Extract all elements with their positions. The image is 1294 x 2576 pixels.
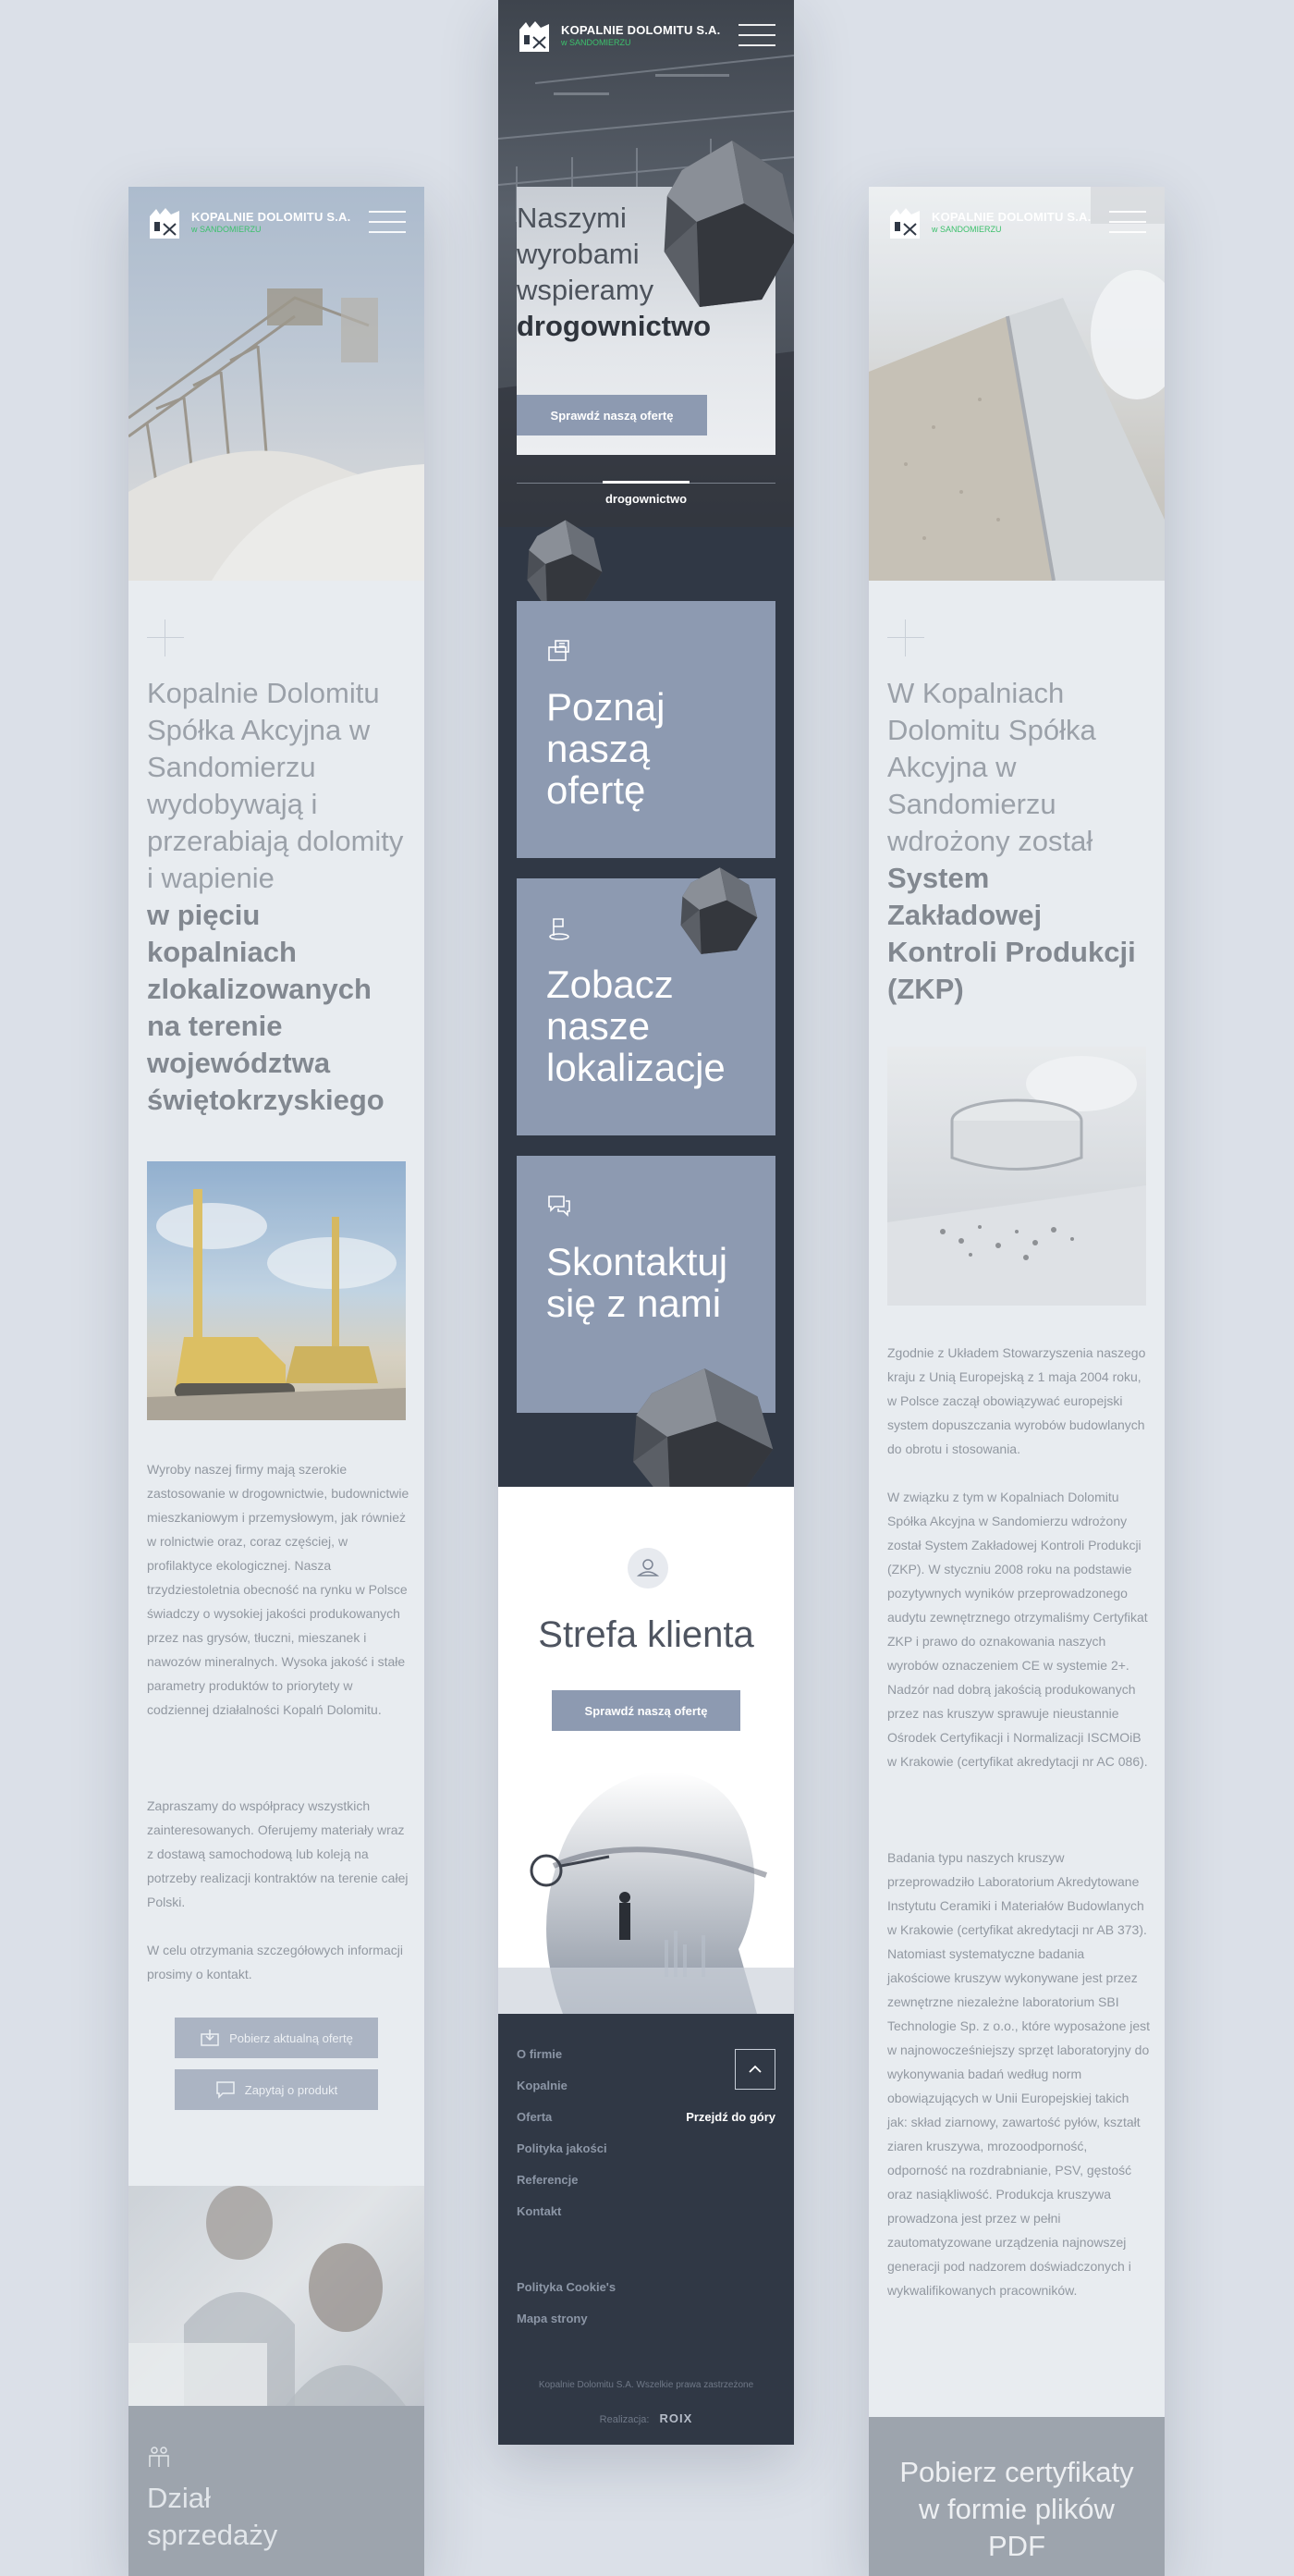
header: [869, 187, 1165, 261]
office-photo: [128, 2186, 424, 2406]
location-icon: [546, 915, 572, 941]
client-zone: [498, 1487, 794, 2014]
footer: [498, 2014, 794, 2445]
footer-link-cookies[interactable]: Polityka Cookie's: [517, 2280, 616, 2294]
chevron-up-icon: [736, 2050, 775, 2089]
right-screen: [869, 187, 1165, 2576]
menu-icon[interactable]: [739, 24, 775, 48]
intro-plain: W Kopalniach Dolomitu Spółka Akcyjna w Sandomierzu wdrożony został: [887, 677, 1096, 857]
client-illustration: [498, 1755, 794, 2014]
intro-heading: [887, 675, 1151, 1008]
footer-link-referencje[interactable]: Referencje: [517, 2173, 579, 2187]
download-icon: [200, 2029, 220, 2047]
footer-link-oferta[interactable]: Oferta: [517, 2110, 553, 2124]
offer-icon: [546, 638, 572, 664]
credit-brand[interactable]: ROIX: [659, 2411, 693, 2425]
sales-section: [128, 2406, 424, 2576]
slider-active-bar[interactable]: [603, 481, 690, 484]
logo-subtext: w SANDOMIERZU: [932, 225, 1002, 234]
footer-link-polityka-jakosci[interactable]: Polityka jakości: [517, 2141, 607, 2155]
plus-icon: [147, 619, 184, 656]
menu-icon[interactable]: [369, 211, 406, 235]
rock-image: [522, 514, 605, 614]
logo-text: KOPALNIE DOLOMITU S.A.: [191, 210, 351, 224]
offer-card-title: Poznaj naszą ofertę: [546, 685, 665, 812]
logo-icon[interactable]: [147, 205, 182, 240]
user-icon: [628, 1548, 668, 1589]
footer-link-sitemap[interactable]: Mapa strony: [517, 2312, 588, 2325]
intro-bold: w pięciu kopalniach zlokalizowanych na terenie województwa świętokrzyskiego: [147, 899, 385, 1116]
paragraph-2: W związku z tym w Kopalniach Dolomitu Spółka Akcyjna w Sandomierzu wdrożony został System Zakładowej Kontroli Produkcji (ZKP). W styczniu 2008 roku na podstawie pozytywnych wyników przeprowadzonego audytu zewnętrznego otrzymaliśmy Certyfikat ZKP i prawo do oznakowania naszych wyrobów oznaczeniem CE w systemie 2+. Nadzór nad dobrą jakością produkowanych przez nas kruszyw sprawuje nieustannie Ośrodek Certyfikacji i Normalizacji ISCMOiB w Krakowie (certyfikat akredytacji nr AC 086).: [887, 1490, 1148, 1769]
footer-link-kopalnie[interactable]: Kopalnie: [517, 2079, 568, 2092]
paragraph-3: Badania typu naszych kruszyw przeprowadziło Laboratorium Akredytowane Instytutu Ceramiki i Materiałów Budowlanych w Krakowie (certyfikat akredytacji nr AB 373). Natomiast systematyczne badania jakościowe kruszyw wykonywane jest przez zewnętrzne niezależne laboratorium SBI Technologie Sp. z o.o., które wyposażone jest w najnowocześniejszy sprzęt laboratoryjny do wykonywania badań według norm obowiązujących w Unii Europejskiej takich jak: skład ziarnowy, zawartość pyłów, kształt ziaren kruszywa, mrozoodporność, odporność na rozdrabnianie, PSV, gęstość oraz nasiąkliwość. Produkcja kruszywa prowadzona jest przez w pełni zautomatyzowane urządzenia najnowszej generacji pod nadzorem doświadczonych i wykwalifikowanych pracowników.: [887, 1850, 1151, 2298]
logo-icon[interactable]: [517, 18, 552, 54]
download-offer-label: Pobierz aktualną ofertę: [229, 2030, 353, 2045]
logo-subtext: w SANDOMIERZU: [191, 225, 262, 234]
intro-bold: System Zakładowej Kontroli Produkcji (ZKP): [887, 862, 1136, 1005]
copyright: Kopalnie Dolomitu S.A. Wszelkie prawa zastrzeżone: [538, 2380, 754, 2390]
footer-nav: [517, 2047, 607, 2236]
locations-card-title: Zobacz nasze lokalizacje: [546, 963, 726, 1089]
header: [498, 0, 794, 74]
slider-tab-active[interactable]: drogownictwo: [604, 492, 688, 506]
certificates-title: Pobierz certyfikaty w formie plików PDF: [899, 2456, 1134, 2562]
plus-icon: [887, 619, 924, 656]
left-screen: [128, 187, 424, 2576]
header: [128, 187, 424, 261]
paragraph-1: Zgodnie z Układem Stowarzyszenia naszego kraju z Unią Europejską z 1 maja 2004 roku, w Polsce zaczął obowiązywać europejski system dopuszczania wyrobów budowlanych do obrotu i stosowania.: [887, 1345, 1146, 1456]
sales-title: Dział sprzedaży: [147, 2482, 278, 2551]
hero-section: [498, 0, 794, 527]
footer-link-o-firmie[interactable]: O firmie: [517, 2047, 563, 2061]
intro-heading: [147, 675, 410, 1119]
sieve-photo: [887, 1047, 1146, 1306]
scroll-top-button[interactable]: [735, 2049, 775, 2090]
paragraph-2: Zapraszamy do współpracy wszystkich zainteresowanych. Oferujemy materiały wraz z dostawą samochodową lub koleją na potrzeby realizacji kontraktów na terenie całej Polski.: [147, 1798, 409, 1909]
paragraph-3: W celu otrzymania szczegółowych informacji prosimy o kontakt.: [147, 1943, 403, 1981]
scroll-top-label[interactable]: Przejdź do góry: [686, 2110, 775, 2124]
logo-subtext: w SANDOMIERZU: [561, 38, 631, 47]
chat-icon: [546, 1193, 572, 1219]
ask-product-button[interactable]: [175, 2069, 378, 2110]
contact-card-title: Skontaktuj się z nami: [546, 1240, 728, 1325]
client-zone-title: Strefa klienta: [538, 1614, 754, 1655]
certificates-section[interactable]: [869, 2417, 1165, 2576]
credit-label: Realizacja:: [599, 2414, 650, 2425]
intro-plain: Kopalnie Dolomitu Spółka Akcyjna w Sandomierzu wydobywają i przerabiają dolomity i wapienie: [147, 677, 404, 894]
credits: [498, 2411, 794, 2425]
logo-text: KOPALNIE DOLOMITU S.A.: [561, 23, 721, 37]
offer-card[interactable]: [517, 601, 775, 858]
hero-heading-plain: Naszymi wyrobami wspieramy: [517, 202, 654, 306]
people-icon: [147, 2445, 171, 2469]
download-offer-button[interactable]: [175, 2018, 378, 2058]
rock-image: [676, 862, 761, 958]
client-zone-button[interactable]: Sprawdź naszą ofertę: [552, 1690, 740, 1731]
hero-heading: [517, 200, 757, 344]
hero-cta-button[interactable]: Sprawdź naszą ofertę: [517, 395, 707, 435]
ask-product-label: Zapytaj o produkt: [244, 2082, 338, 2097]
menu-icon[interactable]: [1109, 211, 1146, 235]
footer-nav-secondary: [517, 2280, 616, 2343]
logo-text: KOPALNIE DOLOMITU S.A.: [932, 210, 1092, 224]
chat-icon: [215, 2080, 236, 2099]
middle-screen: [498, 0, 794, 2445]
drill-photo: [147, 1161, 406, 1420]
footer-link-kontakt[interactable]: Kontakt: [517, 2204, 562, 2218]
paragraph-1: Wyroby naszej firmy mają szerokie zastosowanie w drogownictwie, budownictwie mieszkaniowym i przemysłowym, jak również w rolnictwie oraz, coraz częściej, w profilaktyce ekologicznej. Nasza trzydziestoletnia obecność na rynku w Polsce świadczy o wysokiej jakości produkowanych przez nas grysów, tłuczni, mieszanek i nawozów mineralnych. Wysoka jakość i stałe parametry produktów to priorytety w codziennej działalności Kopalń Dolomitu.: [147, 1462, 409, 1717]
hero-heading-bold: drogownictwo: [517, 310, 712, 342]
logo-icon[interactable]: [887, 205, 922, 240]
